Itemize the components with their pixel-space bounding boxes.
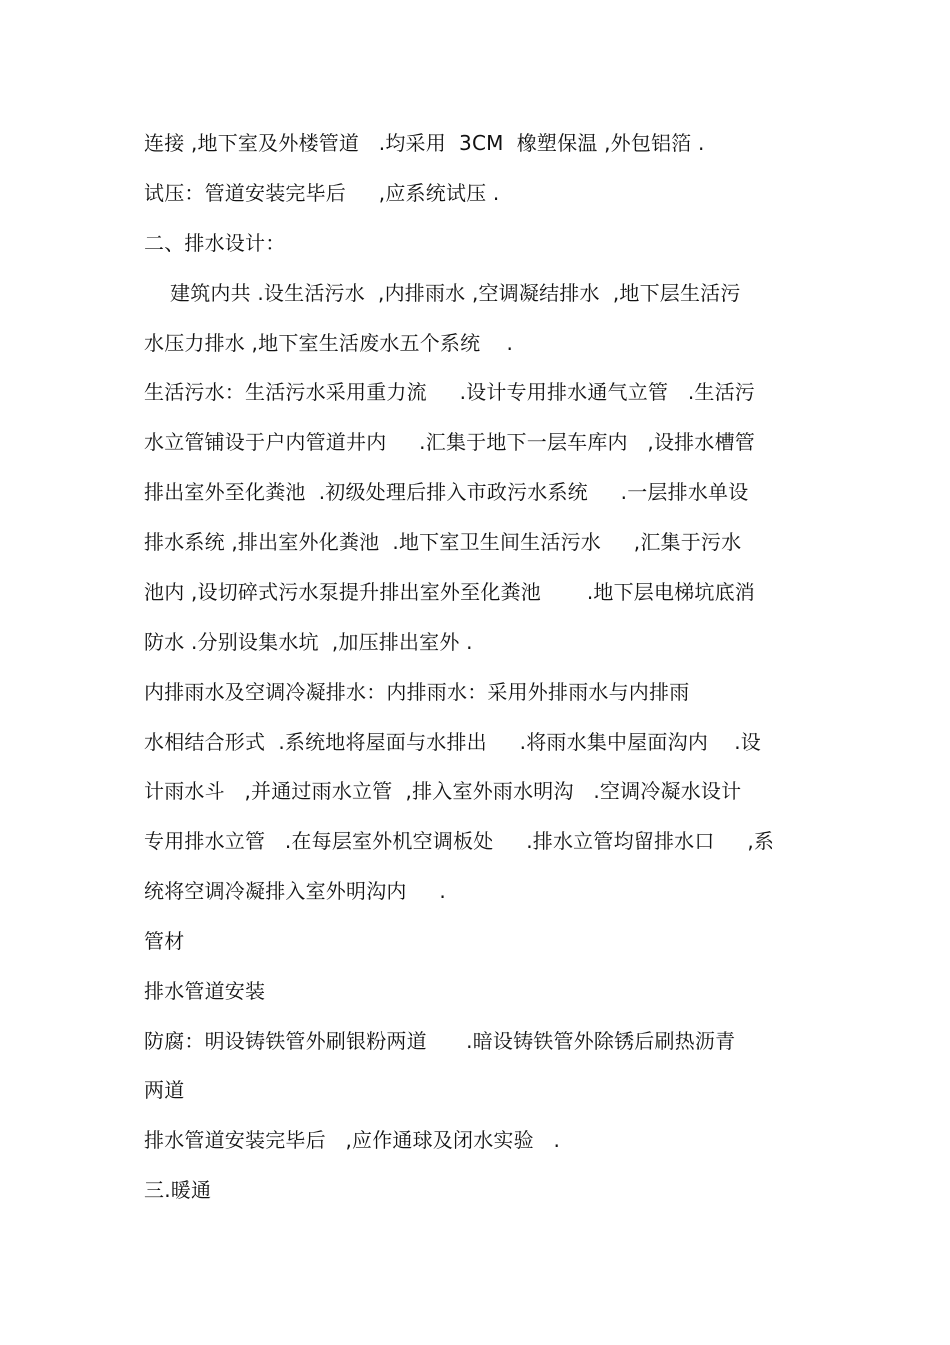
text-line: 生活污水：生活污水采用重力流 .设计专用排水通气立管 .生活污	[144, 380, 755, 404]
text-line: 池内 ,设切碎式污水泵提升排出室外至化粪池 .地下层电梯坑底消	[144, 580, 755, 604]
text-line: 内排雨水及空调冷凝排水：内排雨水：采用外排雨水与内排雨	[144, 680, 690, 704]
text-line: 排水管道安装	[144, 979, 266, 1003]
text-line: 专用排水立管 .在每层室外机空调板处 .排水立管均留排水口 ,系	[144, 829, 775, 853]
text-line: 管材	[144, 929, 185, 953]
text-line: 防水 .分别设集水坑 ,加压排出室外 .	[144, 630, 473, 654]
text-line: 防腐：明设铸铁管外刷银粉两道 .暗设铸铁管外除锈后刷热沥青	[144, 1029, 736, 1053]
text-line: 两道	[144, 1078, 185, 1102]
text-line: 连接 ,地下室及外楼管道 .均采用 3CM 橡塑保温 ,外包铝箔 .	[144, 131, 705, 155]
text-line: 试压：管道安装完毕后 ,应系统试压 .	[144, 181, 500, 205]
text-line: 排水系统 ,排出室外化粪池 .地下室卫生间生活污水 ,汇集于污水	[144, 530, 742, 554]
text-line: 建筑内共 .设生活污水 ,内排雨水 ,空调凝结排水 ,地下层生活污	[170, 281, 741, 305]
section-heading: 三.暖通	[144, 1178, 212, 1202]
section-heading: 二、排水设计：	[144, 231, 286, 255]
text-line: 排水管道安装完毕后 ,应作通球及闭水实验 .	[144, 1128, 561, 1152]
text-line: 计雨水斗 ,并通过雨水立管 ,排入室外雨水明沟 .空调冷凝水设计	[144, 779, 742, 803]
text-line: 水相结合形式 .系统地将屋面与水排出 .将雨水集中屋面沟内 .设	[144, 730, 762, 754]
text-line: 水压力排水 ,地下室生活废水五个系统 .	[144, 331, 514, 355]
text-line: 排出室外至化粪池 .初级处理后排入市政污水系统 .一层排水单设	[144, 480, 749, 504]
text-line: 统将空调冷凝排入室外明沟内 .	[144, 879, 446, 903]
text-line: 水立管铺设于户内管道井内 .汇集于地下一层车库内 ,设排水槽管	[144, 430, 755, 454]
